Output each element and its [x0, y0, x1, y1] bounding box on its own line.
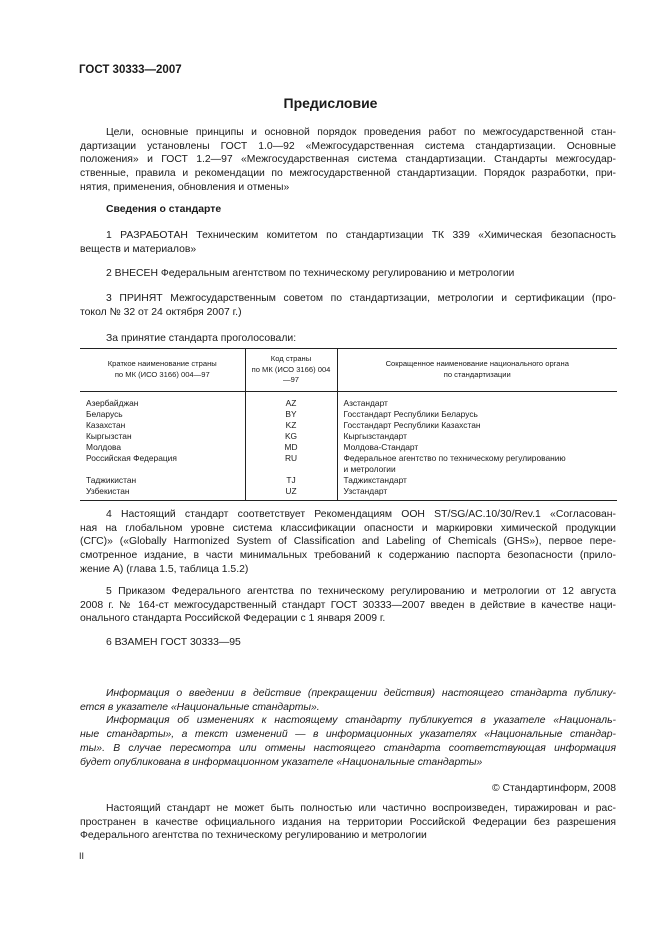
code-cell: RU	[245, 453, 337, 475]
table-row	[80, 486, 617, 501]
item-4	[80, 508, 616, 577]
code-cell: UZ	[245, 486, 337, 501]
page-title: Предисловие	[283, 95, 378, 111]
header-code-line: Код страны	[270, 354, 312, 363]
code-cell: TJ	[245, 475, 337, 486]
header-code	[245, 349, 337, 392]
code-cell: MD	[245, 442, 337, 453]
org-line: Федеральное агентство по техническому регулированию	[343, 452, 566, 463]
table-row	[80, 442, 617, 453]
copyright: © Стандартинформ, 2008	[491, 783, 616, 794]
item-1-line: 1 РАЗРАБОТАН Техническим комитетом по стандартизации ТК 339 «Химическая безопасность	[106, 230, 616, 241]
item-4-line: ная на глобальном уровне система классификации опасности и маркировки химической продукции	[80, 522, 616, 534]
notice-line: Информация о введении в действие (прекращении действия) настоящего стандарта публику-	[106, 688, 616, 699]
intro-paragraph	[80, 126, 616, 195]
item-5-line: онального стандарта Российской Федерации с 1 января 2009 г.	[80, 613, 386, 625]
header-country-line: Краткое наименование страны	[107, 359, 217, 369]
notice-line: ты». В случае пересмотра или отмены настоящего стандарта соответствующая информация	[80, 742, 616, 754]
item-4-line: смотренное издание, в части минимальных требований к содержанию паспорта безопасности (прило-	[80, 550, 616, 562]
org-cell	[337, 453, 617, 475]
table-row	[80, 431, 617, 442]
notice-block	[80, 687, 616, 769]
item-5-line: 5 Приказом Федерального агентства по техническому регулированию и метрологии от 12 августа	[106, 586, 616, 597]
item-3	[80, 292, 616, 319]
page-number: II	[79, 851, 85, 861]
header-org-line: Сокращенное наименование национального органа	[385, 359, 569, 369]
org-line: и метрологии	[343, 463, 396, 474]
table-row	[80, 391, 617, 409]
item-4-line: жение А) (глава 1.5, таблица 1.5.2)	[80, 563, 249, 575]
intro-line: нятия, применения, обновления и отмены»	[80, 181, 290, 193]
intro-line: Цели, основные принципы и основной порядок проведения работ по межгосударственной стан-	[106, 127, 616, 138]
code-cell: KG	[245, 431, 337, 442]
code-cell: BY	[245, 409, 337, 420]
intro-line: дартизации установлены ГОСТ 1.0—92 «Межгосударственная система стандартизации. Основные	[80, 140, 616, 152]
country-cell: Молдова	[86, 441, 121, 452]
header-country	[80, 349, 245, 392]
item-5-line: 2008 г. № 164-ст межгосударственный стандарт ГОСТ 30333—2007 введен в действие в качестве наци-	[80, 599, 616, 611]
header-country-line: по МК (ИСО 3166) 004—97	[114, 369, 210, 379]
country-cell: Кыргызстан	[86, 430, 132, 441]
table-row	[80, 475, 617, 486]
header-code-line: по МК (ИСО 3166) 004—97	[251, 364, 331, 384]
country-cell: Беларусь	[86, 408, 123, 419]
voting-table	[80, 348, 617, 501]
item-2	[80, 267, 616, 281]
notice-line: будет опубликована в информационном указателе «Национальные стандарты»	[80, 756, 483, 768]
country-cell: Азербайджан	[86, 397, 139, 408]
org-cell: Таджикстандарт	[337, 475, 617, 486]
org-cell: Госстандарт Республики Беларусь	[337, 409, 617, 420]
item-3-line: токол № 32 от 24 октября 2007 г.)	[80, 306, 242, 318]
notice-line: ные стандарты», а текст изменений — в информационных указателях «Национальные стандар-	[80, 729, 616, 741]
info-heading: Сведения о стандарте	[106, 204, 222, 215]
intro-line: ственные, правила и рекомендации по межгосударственной стандартизации. Порядок разработки, при-	[80, 168, 616, 180]
vote-caption: За принятие стандарта проголосовали:	[106, 333, 297, 344]
item-6	[80, 636, 616, 650]
notice-line: ется в указателе «Национальные стандарты».	[80, 701, 320, 713]
item-5	[80, 585, 616, 626]
country-cell: Узбекистан	[80, 486, 245, 501]
item-1-line: веществ и материалов»	[80, 243, 197, 255]
item-4-line: 4 Настоящий стандарт соответствует Рекомендациям ООН ST/SG/AC.10/30/Rev.1 «Согласован-	[106, 509, 616, 520]
standard-id: ГОСТ 30333—2007	[79, 64, 182, 76]
header-org-line: по стандартизации	[443, 369, 511, 379]
rights-line: Федерального агентства по техническому регулированию и метрологии	[80, 830, 427, 842]
item-6-line: 6 ВЗАМЕН ГОСТ 30333—95	[106, 637, 241, 648]
country-cell: Таджикистан	[86, 474, 137, 485]
rights-line: Настоящий стандарт не может быть полностью или частично воспроизведен, тиражирован и рас-	[106, 803, 616, 814]
org-cell: Молдова-Стандарт	[337, 442, 617, 453]
org-cell: Узстандарт	[337, 486, 617, 501]
item-4-line: (СГС)» («Globally Harmonized System of Classification and Labeling of Chemicals (GHS»), первое пере-	[80, 536, 616, 548]
rights-line: пространен в качестве официального издания на территории Российской Федерации без разрешения	[80, 816, 616, 828]
header-org	[337, 349, 617, 392]
country-cell: Российская Федерация	[86, 452, 177, 463]
item-1	[80, 229, 616, 256]
item-2-line: 2 ВНЕСЕН Федеральным агентством по техническому регулированию и метрологии	[106, 268, 515, 279]
table-row	[80, 453, 617, 475]
intro-line: положения» и ГОСТ 1.2—97 «Межгосударственная система стандартизации. Стандарты межгосудар-	[80, 154, 616, 166]
country-cell: Казахстан	[86, 419, 126, 430]
org-cell: Кыргызстандарт	[337, 431, 617, 442]
notice-line: Информация об изменениях к настоящему стандарту публикуется в указателе «Националь-	[106, 715, 616, 727]
item-3-line: 3 ПРИНЯТ Межгосударственным советом по стандартизации, метрологии и сертификации (про-	[106, 293, 616, 304]
code-cell: KZ	[245, 420, 337, 431]
table-header-row	[80, 349, 617, 392]
org-cell: Госстандарт Республики Казахстан	[337, 420, 617, 431]
table-row	[80, 420, 617, 431]
rights-block	[80, 802, 616, 843]
code-cell: AZ	[245, 391, 337, 409]
table-row	[80, 409, 617, 420]
org-cell: Азстандарт	[337, 391, 617, 409]
